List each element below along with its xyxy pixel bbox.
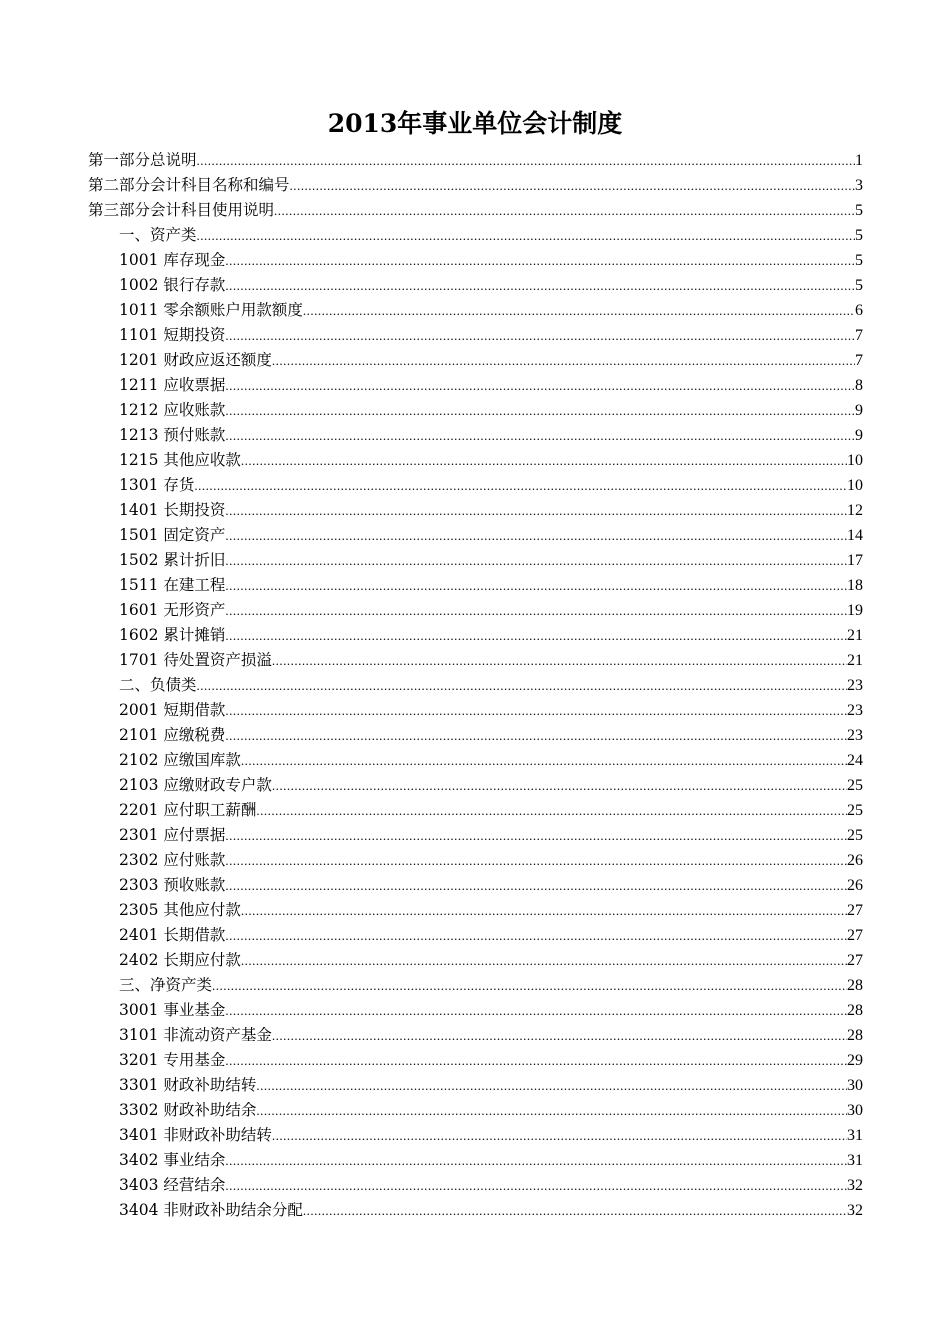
toc-entry[interactable] — [88, 148, 863, 173]
toc-entry-page-number: 12 — [847, 502, 863, 519]
toc-dot-leader — [194, 473, 847, 498]
toc-entry-label: 3402 事业结余 — [119, 1151, 226, 1169]
toc-entry-label: 2101 应缴税费 — [119, 726, 226, 744]
toc-entry-label: 3101 非流动资产基金 — [119, 1026, 272, 1044]
toc-dot-leader — [303, 298, 855, 323]
toc-entry-page-number: 9 — [855, 427, 863, 444]
toc-entry-label: 2001 短期借款 — [119, 701, 226, 719]
toc-entry-page-number: 28 — [847, 1002, 863, 1019]
toc-entry-page-number: 27 — [847, 952, 863, 969]
document-title: 2013年事业单位会计制度 — [327, 109, 623, 138]
toc-entry-label: 3302 财政补助结余 — [119, 1101, 257, 1119]
toc-entry[interactable] — [88, 648, 863, 673]
toc-entry-label: 1401 长期投资 — [119, 501, 226, 519]
toc-entry-label: 3401 非财政补助结转 — [119, 1126, 272, 1144]
toc-entry-label: 2303 预收账款 — [119, 876, 226, 894]
toc-entry-label: 1215 其他应收款 — [119, 451, 241, 469]
toc-entry[interactable] — [88, 623, 863, 648]
toc-entry-label: 1301 存货 — [119, 476, 195, 494]
toc-entry-page-number: 10 — [847, 477, 863, 494]
toc-dot-leader — [303, 1198, 847, 1223]
toc-entry[interactable] — [88, 498, 863, 523]
toc-entry[interactable] — [88, 448, 863, 473]
toc-dot-leader — [256, 798, 847, 823]
toc-entry[interactable] — [88, 1098, 863, 1123]
toc-entry-label: 1212 应收账款 — [119, 401, 226, 419]
toc-entry-label: 3403 经营结余 — [119, 1176, 226, 1194]
toc-entry[interactable] — [88, 298, 863, 323]
toc-entry-page-number: 5 — [855, 202, 863, 219]
toc-dot-leader — [197, 673, 847, 698]
toc-entry[interactable] — [88, 398, 863, 423]
toc-entry-page-number: 5 — [855, 252, 863, 269]
toc-entry[interactable] — [88, 948, 863, 973]
toc-dot-leader — [241, 898, 847, 923]
toc-entry[interactable] — [88, 598, 863, 623]
toc-entry-label: 第三部分会计科目使用说明 — [88, 201, 275, 219]
toc-dot-leader — [225, 248, 855, 273]
toc-entry[interactable] — [88, 198, 863, 223]
toc-entry-label: 1001 库存现金 — [119, 251, 226, 269]
toc-entry-label: 三、净资产类 — [119, 976, 213, 994]
toc-entry[interactable] — [88, 548, 863, 573]
toc-entry-page-number: 24 — [847, 752, 863, 769]
toc-entry-label: 2102 应缴国库款 — [119, 751, 241, 769]
toc-entry[interactable] — [88, 248, 863, 273]
toc-entry-page-number: 19 — [847, 602, 863, 619]
toc-entry-label: 1501 固定资产 — [119, 526, 226, 544]
toc-entry-page-number: 7 — [855, 327, 863, 344]
toc-entry[interactable] — [88, 1198, 863, 1223]
toc-entry-page-number: 17 — [847, 552, 863, 569]
toc-entry-label: 1211 应收票据 — [119, 376, 226, 394]
toc-entry-page-number: 30 — [847, 1102, 863, 1119]
toc-entry[interactable] — [88, 1023, 863, 1048]
toc-entry[interactable] — [88, 923, 863, 948]
toc-entry-page-number: 9 — [855, 402, 863, 419]
toc-entry[interactable] — [88, 1123, 863, 1148]
toc-entry-page-number: 27 — [847, 902, 863, 919]
toc-entry-label: 3301 财政补助结转 — [119, 1076, 257, 1094]
toc-entry[interactable] — [88, 1173, 863, 1198]
toc-dot-leader — [197, 223, 855, 248]
toc-entry-page-number: 8 — [855, 377, 863, 394]
toc-entry-label: 3001 事业基金 — [119, 1001, 226, 1019]
toc-entry[interactable] — [88, 723, 863, 748]
toc-entry-page-number: 30 — [847, 1077, 863, 1094]
toc-entry-label: 1502 累计折旧 — [119, 551, 226, 569]
toc-entry[interactable] — [88, 573, 863, 598]
toc-dot-leader — [225, 723, 847, 748]
toc-entry-label: 3404 非财政补助结余分配 — [119, 1201, 303, 1219]
toc-entry-label: 第一部分总说明 — [88, 151, 197, 169]
toc-entry[interactable] — [88, 173, 863, 198]
toc-entry[interactable] — [88, 373, 863, 398]
toc-entry-page-number: 31 — [847, 1127, 863, 1144]
toc-dot-leader — [225, 1173, 847, 1198]
toc-entry-page-number: 18 — [847, 577, 863, 594]
toc-entry-label: 1213 预付账款 — [119, 426, 226, 444]
toc-dot-leader — [225, 573, 847, 598]
toc-entry-page-number: 1 — [855, 152, 863, 169]
toc-entry-page-number: 7 — [855, 352, 863, 369]
toc-entry-page-number: 6 — [855, 302, 863, 319]
toc-entry-page-number: 32 — [847, 1177, 863, 1194]
toc-entry-page-number: 27 — [847, 927, 863, 944]
toc-entry-page-number: 5 — [855, 277, 863, 294]
toc-entry-page-number: 28 — [847, 1027, 863, 1044]
toc-dot-leader — [225, 423, 855, 448]
toc-entry-page-number: 26 — [847, 852, 863, 869]
toc-dot-leader — [225, 523, 847, 548]
toc-entry-page-number: 23 — [847, 727, 863, 744]
toc-dot-leader — [225, 623, 847, 648]
toc-entry-label: 1602 累计摊销 — [119, 626, 226, 644]
toc-entry-page-number: 21 — [847, 627, 863, 644]
toc-entry[interactable] — [88, 748, 863, 773]
toc-entry[interactable] — [88, 773, 863, 798]
toc-entry-page-number: 3 — [855, 177, 863, 194]
toc-entry[interactable] — [88, 348, 863, 373]
toc-dot-leader — [272, 1023, 847, 1048]
toc-entry[interactable] — [88, 473, 863, 498]
toc-entry-label: 第二部分会计科目名称和编号 — [88, 176, 290, 194]
toc-entry-label: 1701 待处置资产损溢 — [119, 651, 272, 669]
toc-entry-page-number: 5 — [855, 227, 863, 244]
toc-entry-label: 1511 在建工程 — [119, 576, 226, 594]
toc-entry-label: 2103 应缴财政专户款 — [119, 776, 272, 794]
toc-dot-leader — [225, 823, 847, 848]
toc-dot-leader — [225, 873, 847, 898]
toc-entry-page-number: 25 — [847, 827, 863, 844]
toc-entry[interactable] — [88, 823, 863, 848]
toc-entry[interactable] — [88, 523, 863, 548]
toc-entry-page-number: 31 — [847, 1152, 863, 1169]
table-of-contents — [88, 148, 863, 1223]
toc-entry-label: 3201 专用基金 — [119, 1051, 226, 1069]
toc-entry[interactable] — [88, 1073, 863, 1098]
toc-entry[interactable] — [88, 798, 863, 823]
toc-entry-page-number: 10 — [847, 452, 863, 469]
toc-entry[interactable] — [88, 423, 863, 448]
toc-entry-page-number: 23 — [847, 677, 863, 694]
toc-entry[interactable] — [88, 1048, 863, 1073]
toc-entry[interactable] — [88, 673, 863, 698]
toc-dot-leader — [272, 1123, 847, 1148]
toc-entry-page-number: 25 — [847, 802, 863, 819]
toc-entry-label: 2201 应付职工薪酬 — [119, 801, 257, 819]
toc-entry-label: 1011 零余额账户用款额度 — [119, 301, 303, 319]
toc-dot-leader — [225, 498, 847, 523]
toc-dot-leader — [225, 548, 847, 573]
toc-dot-leader — [225, 373, 855, 398]
toc-dot-leader — [225, 998, 847, 1023]
toc-entry-page-number: 32 — [847, 1202, 863, 1219]
toc-entry-label: 二、负债类 — [119, 676, 197, 694]
toc-entry-label: 2305 其他应付款 — [119, 901, 241, 919]
toc-dot-leader — [272, 648, 847, 673]
toc-entry-label: 2301 应付票据 — [119, 826, 226, 844]
toc-entry-label: 1101 短期投资 — [119, 326, 226, 344]
toc-entry[interactable] — [88, 848, 863, 873]
toc-dot-leader — [272, 348, 855, 373]
toc-entry-label: 1201 财政应返还额度 — [119, 351, 272, 369]
toc-dot-leader — [241, 448, 847, 473]
toc-entry[interactable] — [88, 323, 863, 348]
toc-dot-leader — [225, 923, 847, 948]
toc-entry-page-number: 28 — [847, 977, 863, 994]
toc-dot-leader — [225, 598, 847, 623]
toc-entry-page-number: 29 — [847, 1052, 863, 1069]
toc-entry[interactable] — [88, 1148, 863, 1173]
toc-dot-leader — [212, 973, 847, 998]
toc-entry-page-number: 21 — [847, 652, 863, 669]
toc-entry-label: 1002 银行存款 — [119, 276, 226, 294]
toc-entry-label: 2402 长期应付款 — [119, 951, 241, 969]
toc-dot-leader — [225, 323, 855, 348]
toc-entry[interactable] — [88, 698, 863, 723]
toc-entry[interactable] — [88, 973, 863, 998]
toc-entry-page-number: 25 — [847, 777, 863, 794]
toc-dot-leader — [225, 848, 847, 873]
toc-entry-page-number: 23 — [847, 702, 863, 719]
toc-entry[interactable] — [88, 873, 863, 898]
toc-dot-leader — [225, 1148, 847, 1173]
toc-entry[interactable] — [88, 998, 863, 1023]
toc-entry[interactable] — [88, 898, 863, 923]
toc-dot-leader — [274, 198, 855, 223]
toc-dot-leader — [256, 1073, 847, 1098]
toc-dot-leader — [225, 273, 855, 298]
toc-entry-label: 一、资产类 — [119, 226, 197, 244]
toc-dot-leader — [256, 1098, 847, 1123]
toc-entry[interactable] — [88, 273, 863, 298]
toc-dot-leader — [272, 773, 847, 798]
toc-dot-leader — [241, 748, 847, 773]
toc-entry-label: 2302 应付账款 — [119, 851, 226, 869]
toc-dot-leader — [197, 148, 855, 173]
toc-entry-label: 2401 长期借款 — [119, 926, 226, 944]
toc-entry-label: 1601 无形资产 — [119, 601, 226, 619]
toc-dot-leader — [225, 698, 847, 723]
toc-dot-leader — [225, 1048, 847, 1073]
toc-dot-leader — [241, 948, 847, 973]
toc-entry-page-number: 14 — [847, 527, 863, 544]
toc-entry[interactable] — [88, 223, 863, 248]
toc-dot-leader — [225, 398, 855, 423]
toc-entry-page-number: 26 — [847, 877, 863, 894]
toc-dot-leader — [290, 173, 855, 198]
